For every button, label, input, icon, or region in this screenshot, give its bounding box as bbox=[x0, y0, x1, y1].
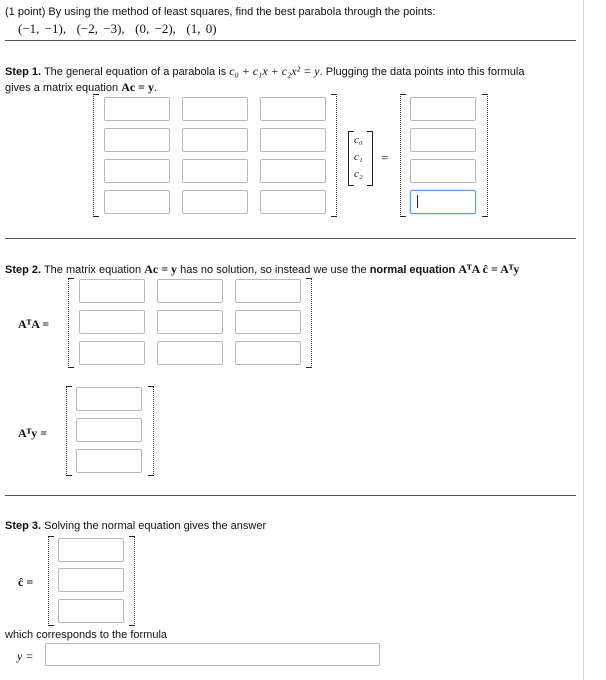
step3-text: Solving the normal equation gives the answer bbox=[44, 520, 267, 532]
formula-input[interactable] bbox=[45, 643, 380, 666]
step2-text-b: has no solution, so instead we use the bbox=[180, 264, 367, 276]
c-vector-c2: c₂ bbox=[354, 168, 363, 180]
aty-cell-3[interactable] bbox=[76, 449, 142, 473]
a-matrix-cell-2-2[interactable] bbox=[182, 128, 248, 152]
point-4: (1, 0) bbox=[186, 21, 217, 36]
ata-cell-2-1[interactable] bbox=[79, 310, 145, 334]
step1-equation: c₀ + c₁x + c₂x² = y bbox=[229, 64, 320, 78]
divider-1 bbox=[5, 40, 576, 41]
point-2: (−2, −3), bbox=[76, 21, 125, 36]
step2-normal-bold: normal equation bbox=[369, 264, 456, 276]
ata-label: AᵀA = bbox=[18, 317, 50, 331]
ata-left-bracket bbox=[68, 278, 74, 368]
ata-cell-3-3[interactable] bbox=[235, 341, 301, 365]
y-label: y = bbox=[17, 649, 34, 663]
ata-cell-1-2[interactable] bbox=[157, 279, 223, 303]
chat-label: ĉ = bbox=[18, 575, 34, 589]
a-matrix-cell-4-3[interactable] bbox=[260, 190, 326, 214]
y-vector-cell-1[interactable] bbox=[410, 97, 476, 121]
divider-2 bbox=[5, 238, 576, 239]
y-vector-cell-2[interactable] bbox=[410, 128, 476, 152]
ata-cell-2-3[interactable] bbox=[235, 310, 301, 334]
step2-normal-eq: AᵀA ĉ = Aᵀy bbox=[458, 262, 520, 276]
c-vector-c0: c₀ bbox=[354, 134, 363, 146]
y-vector-cell-4[interactable] bbox=[410, 190, 476, 214]
a-matrix-cell-1-1[interactable] bbox=[104, 97, 170, 121]
step1-line1 bbox=[5, 64, 524, 79]
step3-label: Step 3. bbox=[5, 520, 42, 532]
c-vector-c1: c₁ bbox=[354, 151, 363, 163]
ata-cell-1-1[interactable] bbox=[79, 279, 145, 303]
step1-text-b: . Plugging the data points into this formula bbox=[319, 66, 525, 78]
step2-line bbox=[5, 262, 519, 277]
a-matrix-cell-2-1[interactable] bbox=[104, 128, 170, 152]
point-1: (−1, −1), bbox=[18, 21, 67, 36]
ata-cell-1-3[interactable] bbox=[235, 279, 301, 303]
a-matrix-cell-4-2[interactable] bbox=[182, 190, 248, 214]
a-matrix-cell-3-3[interactable] bbox=[260, 159, 326, 183]
point-3: (0, −2), bbox=[135, 21, 176, 36]
a-matrix-left-bracket bbox=[93, 94, 99, 217]
aty-cell-2[interactable] bbox=[76, 418, 142, 442]
step1-text-a: The general equation of a parabola is bbox=[43, 66, 227, 78]
aty-left-bracket bbox=[66, 386, 72, 476]
aty-right-bracket bbox=[148, 386, 154, 476]
text-cursor bbox=[417, 195, 418, 208]
chat-left-bracket bbox=[48, 536, 54, 626]
formula-text: which corresponds to the formula bbox=[5, 629, 168, 641]
right-border bbox=[583, 0, 584, 680]
a-matrix-right-bracket bbox=[331, 94, 337, 217]
divider-3 bbox=[5, 495, 576, 496]
chat-right-bracket bbox=[129, 536, 135, 626]
c-vector-right-bracket bbox=[367, 131, 373, 186]
problem-prefix: (1 point) By using the method of least squares, find the best parabola through the points: bbox=[5, 6, 436, 18]
a-matrix-cell-1-2[interactable] bbox=[182, 97, 248, 121]
a-matrix-cell-3-2[interactable] bbox=[182, 159, 248, 183]
step2-text-a: The matrix equation bbox=[43, 264, 142, 276]
y-vector-right-bracket bbox=[482, 94, 488, 217]
step1-matrix-eq: Ac = y bbox=[121, 80, 155, 94]
y-vector-left-bracket bbox=[400, 94, 406, 217]
ata-cell-3-1[interactable] bbox=[79, 341, 145, 365]
step1-equals: = bbox=[381, 150, 389, 165]
aty-label: Aᵀy = bbox=[18, 426, 48, 440]
step1-label: Step 1. bbox=[5, 66, 42, 78]
a-matrix-cell-3-1[interactable] bbox=[104, 159, 170, 183]
chat-cell-1[interactable] bbox=[58, 538, 124, 562]
step1-text-c: gives a matrix equation bbox=[5, 82, 119, 94]
step3-line bbox=[5, 520, 266, 532]
ata-cell-3-2[interactable] bbox=[157, 341, 223, 365]
chat-cell-2[interactable] bbox=[58, 568, 124, 592]
problem-points bbox=[18, 21, 217, 37]
step1-line2: gives a matrix equation Ac = y. bbox=[5, 80, 158, 94]
step2-matrix-eq: Ac = y bbox=[144, 262, 178, 276]
a-matrix-cell-2-3[interactable] bbox=[260, 128, 326, 152]
aty-cell-1[interactable] bbox=[76, 387, 142, 411]
step2-label: Step 2. bbox=[5, 264, 42, 276]
chat-cell-3[interactable] bbox=[58, 599, 124, 623]
ata-cell-2-2[interactable] bbox=[157, 310, 223, 334]
y-vector-cell-3[interactable] bbox=[410, 159, 476, 183]
a-matrix-cell-1-3[interactable] bbox=[260, 97, 326, 121]
a-matrix-cell-4-1[interactable] bbox=[104, 190, 170, 214]
ata-right-bracket bbox=[306, 278, 312, 368]
